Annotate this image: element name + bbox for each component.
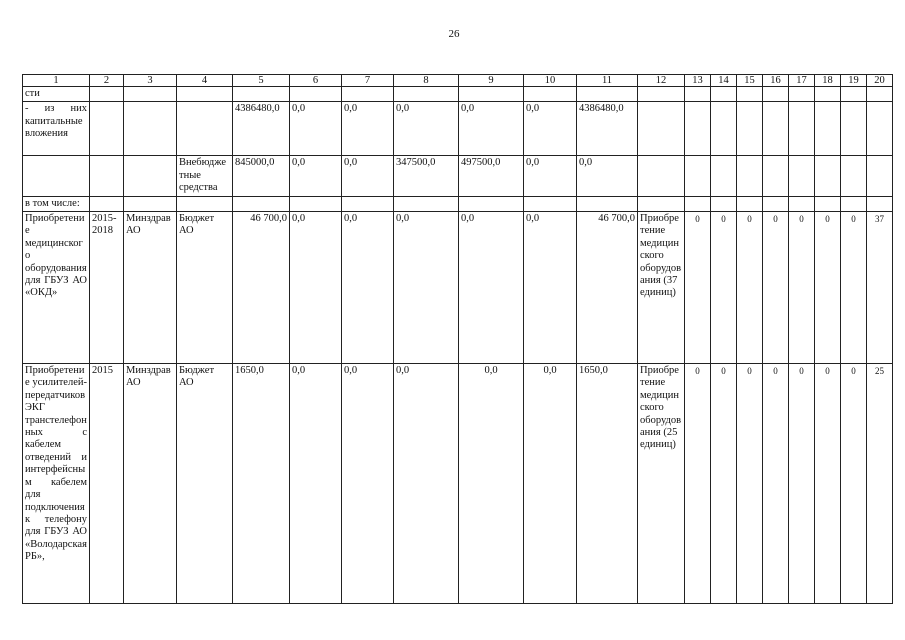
table-row [23,196,893,211]
value-cell: 0,0 [290,156,342,196]
header-cell: 13 [685,75,711,87]
indicator-cell: 0 [789,364,815,604]
value-cell: 4386480,0 [577,102,638,156]
value-cell: 497500,0 [459,156,524,196]
value-cell: 0,0 [290,212,342,364]
value-cell: 0,0 [524,102,577,156]
page-number: 26 [448,28,460,40]
value-cell: 0,0 [459,364,524,604]
header-cell: 11 [577,75,638,87]
indicator-cell: 0 [685,364,711,604]
value-cell: 0,0 [524,156,577,196]
result-cell: Приобретение медицинского оборудования (37 единиц) [638,212,685,364]
header-cell: 14 [711,75,737,87]
value-cell: 0,0 [524,364,577,604]
row-label: в том числе: [23,196,90,211]
value-cell: 0,0 [290,102,342,156]
value-cell: 0,0 [394,364,459,604]
header-cell: 15 [737,75,763,87]
value-cell: 347500,0 [394,156,459,196]
header-row [23,75,893,87]
indicator-cell: 0 [685,212,711,364]
value-cell: 1650,0 [577,364,638,604]
indicator-cell: 0 [841,212,867,364]
header-cell: 9 [459,75,524,87]
table-row [23,87,893,102]
indicator-cell: 0 [815,212,841,364]
row-label: - из них капитальные вложения [23,102,90,156]
indicator-cell: 0 [763,212,789,364]
header-cell: 18 [815,75,841,87]
header-cell: 5 [233,75,290,87]
budget-table [22,74,893,604]
header-cell: 4 [177,75,233,87]
value-cell: 0,0 [524,212,577,364]
period-cell: 2015-2018 [90,212,124,364]
executor-cell: Минздрав АО [124,212,177,364]
indicator-cell: 37 [867,212,893,364]
table-row [23,102,893,156]
row-label: сти [23,87,90,102]
indicator-cell: 0 [841,364,867,604]
value-cell: 1650,0 [233,364,290,604]
row-label: Приобретение медицинского оборудования для ГБУЗ АО «ОКД» [23,212,90,364]
indicator-cell: 0 [789,212,815,364]
header-cell: 8 [394,75,459,87]
header-cell: 16 [763,75,789,87]
value-cell: 0,0 [342,156,394,196]
value-cell: 0,0 [342,364,394,604]
value-cell: 0,0 [459,102,524,156]
header-cell: 17 [789,75,815,87]
source-cell: Бюджет АО [177,364,233,604]
indicator-cell: 0 [737,212,763,364]
value-cell: 0,0 [394,212,459,364]
value-cell: 0,0 [342,212,394,364]
header-cell: 6 [290,75,342,87]
indicator-cell: 25 [867,364,893,604]
indicator-cell: 0 [711,364,737,604]
value-cell: 0,0 [577,156,638,196]
value-cell: 845000,0 [233,156,290,196]
header-cell: 12 [638,75,685,87]
table-row [23,364,893,604]
header-cell: 19 [841,75,867,87]
value-cell: 4386480,0 [233,102,290,156]
value-cell: 46 700,0 [233,212,290,364]
indicator-cell: 0 [711,212,737,364]
indicator-cell: 0 [763,364,789,604]
executor-cell: Минздрав АО [124,364,177,604]
period-cell: 2015 [90,364,124,604]
source-cell: Внебюджетные средства [177,156,233,196]
table-row [23,156,893,196]
header-cell: 7 [342,75,394,87]
header-cell: 2 [90,75,124,87]
value-cell: 0,0 [290,364,342,604]
header-cell: 1 [23,75,90,87]
result-cell: Приобретение медицинского оборудования (25 единиц) [638,364,685,604]
source-cell: Бюджет АО [177,212,233,364]
value-cell: 46 700,0 [577,212,638,364]
header-cell: 20 [867,75,893,87]
indicator-cell: 0 [815,364,841,604]
value-cell: 0,0 [459,212,524,364]
indicator-cell: 0 [737,364,763,604]
header-cell: 3 [124,75,177,87]
value-cell: 0,0 [394,102,459,156]
row-label: Приобретение усилителей-передатчиков ЭКГ транстелефонных с кабелем отведений и интерфейсным кабелем для подключения к телефону для ГБУЗ АО «Володарская РБ», [23,364,90,604]
value-cell: 0,0 [342,102,394,156]
table-row [23,212,893,364]
header-cell: 10 [524,75,577,87]
